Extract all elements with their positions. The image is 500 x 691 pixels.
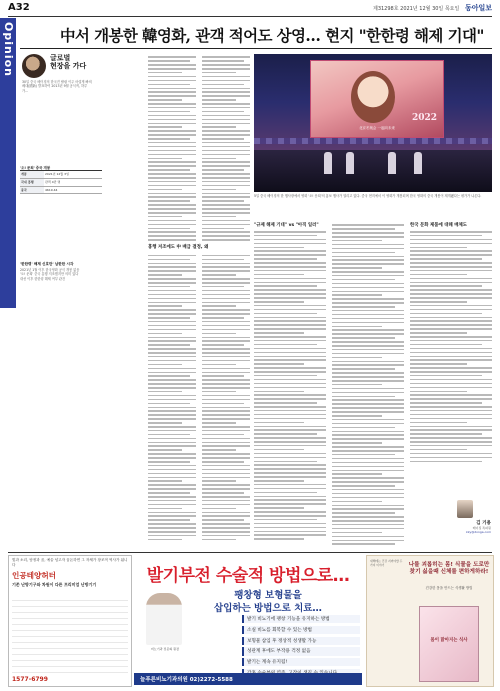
ad1-phone: 1577-6799	[12, 676, 48, 683]
ad2-bullets	[242, 615, 360, 680]
list-item: 보형물 삽입 후 정상적 성생활 가능	[242, 637, 360, 645]
article-column-3	[254, 222, 326, 546]
ad2-title: 발기부전 수술적 방법으로…	[146, 566, 350, 586]
reporter-photo	[457, 500, 473, 518]
book-title: 몸이 맑아지는 식사	[430, 638, 468, 643]
info-table-title: '오! 문희' 중국 개봉	[20, 166, 51, 170]
article-column-4	[332, 222, 404, 546]
table-row	[20, 186, 102, 194]
list-item: 2021년 1월 이후 한국영화 공식 개봉 없음	[20, 268, 80, 272]
subhead-1: 홍행 저조에도 中 배급 결정, 왜	[148, 242, 252, 252]
subhead-2: "규제 해제 기대" vs "아직 일러"	[254, 223, 319, 228]
article-column-2	[202, 54, 250, 544]
list-item: 대선 이후 한한령 해제 여부 관건	[20, 276, 66, 281]
headline-rule	[20, 48, 492, 49]
subhead-3: 한국 문화 제품에 대해 매체도	[410, 223, 468, 228]
ad1-title: 인공테양허터	[12, 571, 57, 580]
byline-email: kky@donga.com	[466, 530, 491, 534]
ad-heater[interactable]	[8, 555, 132, 687]
screen-face	[351, 71, 395, 123]
list-item: 발기는 계속 유지됨!	[242, 658, 360, 666]
person-figure	[346, 152, 354, 174]
byline-position: 베이징 특파원	[472, 526, 491, 530]
column-title: 글로벌 현장을 가다	[50, 54, 87, 70]
table-key: 중국	[20, 186, 44, 194]
ad1-top-text: 빛과 소리, 탐정과 꿈, 예술 넘고자 꿈돈하면 그 자체가 창조적 역사가 됩니다	[12, 558, 128, 567]
ad3-title: 나를 괴롭히는 몸! 식물을 도로만 찾기 싫을때 신체를 편하게하라!	[408, 562, 490, 575]
table-value: 4619.44	[44, 186, 102, 194]
ad3-subtitle: 건강한 몸을 만드는 식생활 방법	[425, 586, 473, 590]
book-cover	[419, 606, 479, 682]
related-title: '한한령' 해제 신호탄' 남한한 시각	[20, 262, 74, 266]
ad1-subtitle: 기존 난방기구와 차원이 다른 프리미엄 난방기기	[12, 582, 97, 587]
person-figure	[414, 152, 422, 174]
page-number: A32	[8, 2, 30, 13]
ad-book[interactable]	[366, 555, 494, 687]
related-list	[20, 268, 102, 281]
ad-clinic[interactable]	[134, 555, 362, 685]
ad2-subtitle: 팽창형 보형물을 삽입하는 방법으로 치료…	[214, 590, 322, 614]
list-item: 발기 비뇨기에 팽창 기능을 유지하는 방법	[242, 615, 360, 623]
article-column-1	[148, 54, 196, 544]
person-figure	[324, 152, 332, 174]
event-photo	[254, 54, 492, 192]
photo-caption: 5일 중국 베이징의 한 행사장에서 영화 '오! 문희'의 홍보 행사가 열리고 있다. 중국 현지에서 이 영화가 개봉되며 한국 영화의 중국 개봉이 재개됐다는 평가가 나온다.	[254, 194, 482, 198]
stage-floor	[254, 150, 492, 192]
table-row	[20, 178, 102, 186]
person-figure	[388, 152, 396, 174]
article-column-5	[410, 222, 492, 494]
doctor-photo	[146, 593, 182, 645]
table-row	[20, 171, 102, 178]
table-key: 개봉	[20, 171, 44, 178]
stage-screen	[310, 60, 444, 138]
stage-lights	[254, 138, 492, 144]
headline: 中서 개봉한 韓영화, 관객 적어도 상영… 현지 "한한령 해제 기대"	[60, 26, 484, 45]
section-name: Opinion	[2, 22, 15, 77]
table-key: 국내 흥행	[20, 178, 44, 186]
newspaper-name: 동아일보	[464, 4, 492, 12]
screen-caption: 北京冬奥会 一起向未来	[358, 126, 396, 130]
list-item: 소실 비뇨를 회복할 수 있는 방법	[242, 626, 360, 634]
list-item: '오! 문희' 중국 흥행 저조했지만 의미 있다	[20, 272, 79, 277]
header-rule	[8, 16, 492, 17]
list-item: 성관계 후에도 부작용 걱정 없음	[242, 647, 360, 655]
writer-bio: 30일 중국 베이징의 한국진 팔림 이주 어렵게 빠져 베대(國新) 발표하여 2013년 9월 공식적, 하루가…	[22, 80, 92, 93]
table-value: 관객 4만 명	[44, 178, 102, 186]
ad1-text-block	[12, 600, 128, 674]
ad2-footer: 늘푸른비뇨기과의원 02)2272-5588	[134, 673, 362, 685]
info-table	[20, 170, 102, 194]
byline-name: 김 기용	[476, 521, 491, 526]
screen-logo: 2022	[411, 113, 437, 123]
ad-divider	[8, 552, 492, 553]
ad3-side-text: 새해에는 건강 지켜야할 두 가지 이야기	[370, 559, 403, 567]
table-value: 2021년 12월 3일	[44, 171, 102, 178]
globe-avatar	[22, 54, 46, 78]
doctor-name: 비뇨기과 전문의 원장	[151, 647, 179, 651]
masthead	[373, 3, 492, 13]
date-line: 제31298호 2021년 12월 30일 목요일	[372, 6, 460, 12]
